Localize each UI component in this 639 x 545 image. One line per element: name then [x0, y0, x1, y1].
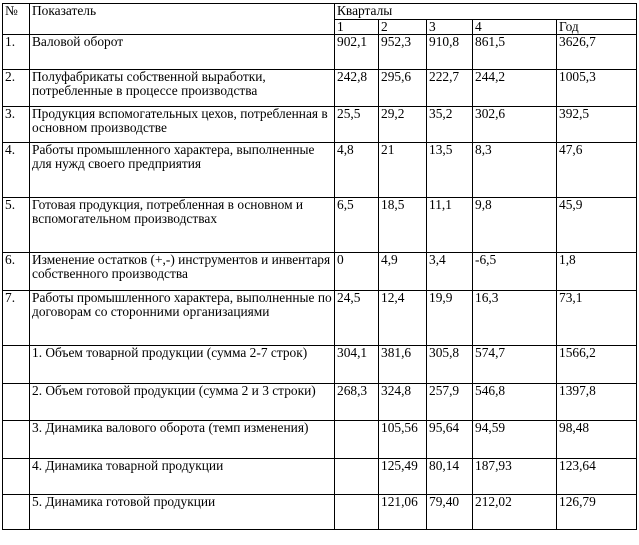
row-q3: 95,64	[427, 421, 473, 459]
header-quarters-cell	[335, 4, 637, 20]
header-quarters: Кварталы	[337, 3, 393, 18]
row-q1	[335, 421, 379, 459]
row-q2: 381,6	[379, 346, 427, 384]
report-table-container	[2, 3, 637, 530]
table-row	[3, 291, 637, 346]
row-name: Валовой оборот	[30, 35, 335, 70]
row-q3: 11,1	[427, 198, 473, 253]
table-row	[3, 35, 637, 70]
row-q1: 242,8	[335, 70, 379, 107]
row-year: 126,79	[557, 495, 637, 530]
row-name: 2. Объем готовой продукции (сумма 2 и 3 строки)	[30, 384, 335, 421]
row-q3: 79,40	[427, 495, 473, 530]
row-q1: 268,3	[335, 384, 379, 421]
row-q1: 304,1	[335, 346, 379, 384]
row-name: Изменение остатков (+,-) инструментов и инвентаря собственного производства	[30, 253, 335, 291]
row-q1	[335, 459, 379, 495]
row-q3: 3,4	[427, 253, 473, 291]
row-q4: 9,8	[473, 198, 557, 253]
row-q2: 4,9	[379, 253, 427, 291]
header-quarter-3: 3	[427, 20, 473, 35]
row-year: 1,8	[557, 253, 637, 291]
row-q3: 910,8	[427, 35, 473, 70]
row-q4: 212,02	[473, 495, 557, 530]
row-q2: 324,8	[379, 384, 427, 421]
report-table	[2, 3, 637, 530]
row-num: 7.	[3, 291, 30, 346]
row-q4: 302,6	[473, 107, 557, 143]
header-num: №	[5, 3, 18, 18]
row-year: 1397,8	[557, 384, 637, 421]
row-num	[3, 384, 30, 421]
table-row	[3, 346, 637, 384]
row-num: 3.	[3, 107, 30, 143]
row-name: Полуфабрикаты собственной выработки, потребленные в процессе производства	[30, 70, 335, 107]
row-q2: 12,4	[379, 291, 427, 346]
header-quarter-4: 4	[473, 20, 557, 35]
row-year: 392,5	[557, 107, 637, 143]
row-q2: 121,06	[379, 495, 427, 530]
row-q1: 6,5	[335, 198, 379, 253]
header-year: Год	[557, 20, 637, 35]
row-q1: 25,5	[335, 107, 379, 143]
row-q3: 80,14	[427, 459, 473, 495]
row-num	[3, 495, 30, 530]
table-row	[3, 421, 637, 459]
table-row	[3, 143, 637, 198]
table-row	[3, 198, 637, 253]
row-q3: 257,9	[427, 384, 473, 421]
row-q3: 305,8	[427, 346, 473, 384]
row-year: 3626,7	[557, 35, 637, 70]
row-name: Продукция вспомогательных цехов, потребленная в основном производстве	[30, 107, 335, 143]
row-q2: 21	[379, 143, 427, 198]
row-name: Работы промышленного характера, выполненные по договорам со сторонними организациями	[30, 291, 335, 346]
header-row-top	[3, 4, 637, 20]
table-row	[3, 495, 637, 530]
header-quarter-2: 2	[379, 20, 427, 35]
row-q1: 902,1	[335, 35, 379, 70]
row-q3: 13,5	[427, 143, 473, 198]
row-name: 1. Объем товарной продукции (сумма 2-7 строк)	[30, 346, 335, 384]
table-row	[3, 253, 637, 291]
row-name: Работы промышленного характера, выполненные для нужд своего предприятия	[30, 143, 335, 198]
row-num: 4.	[3, 143, 30, 198]
row-num	[3, 346, 30, 384]
row-name: 5. Динамика готовой продукции	[30, 495, 335, 530]
table-row	[3, 384, 637, 421]
row-q3: 19,9	[427, 291, 473, 346]
row-q3: 35,2	[427, 107, 473, 143]
header-indicator-cell	[30, 4, 335, 35]
row-name: 3. Динамика валового оборота (темп изменения)	[30, 421, 335, 459]
row-q2: 105,56	[379, 421, 427, 459]
row-num	[3, 421, 30, 459]
table-row	[3, 70, 637, 107]
table-row	[3, 459, 637, 495]
row-q1	[335, 495, 379, 530]
row-year: 1005,3	[557, 70, 637, 107]
row-q4: 574,7	[473, 346, 557, 384]
row-year: 98,48	[557, 421, 637, 459]
row-num: 1.	[3, 35, 30, 70]
row-q4: 94,59	[473, 421, 557, 459]
row-q1: 4,8	[335, 143, 379, 198]
table-row	[3, 107, 637, 143]
row-num: 6.	[3, 253, 30, 291]
row-q4: 8,3	[473, 143, 557, 198]
row-name: Готовая продукция, потребленная в основном и вспомогательном производствах	[30, 198, 335, 253]
row-q4: 244,2	[473, 70, 557, 107]
header-quarter-1: 1	[335, 20, 379, 35]
header-num-cell	[3, 4, 30, 35]
row-q2: 29,2	[379, 107, 427, 143]
row-name: 4. Динамика товарной продукции	[30, 459, 335, 495]
row-num: 2.	[3, 70, 30, 107]
row-year: 1566,2	[557, 346, 637, 384]
row-q1: 24,5	[335, 291, 379, 346]
row-q4: 546,8	[473, 384, 557, 421]
row-num: 5.	[3, 198, 30, 253]
row-q2: 125,49	[379, 459, 427, 495]
row-q2: 295,6	[379, 70, 427, 107]
row-q4: 187,93	[473, 459, 557, 495]
row-q4: 16,3	[473, 291, 557, 346]
row-q4: 861,5	[473, 35, 557, 70]
row-q3: 222,7	[427, 70, 473, 107]
row-q4: -6,5	[473, 253, 557, 291]
row-q2: 952,3	[379, 35, 427, 70]
row-year: 47,6	[557, 143, 637, 198]
row-q1: 0	[335, 253, 379, 291]
row-year: 123,64	[557, 459, 637, 495]
row-num	[3, 459, 30, 495]
row-year: 73,1	[557, 291, 637, 346]
row-q2: 18,5	[379, 198, 427, 253]
header-indicator: Показатель	[32, 3, 97, 18]
row-year: 45,9	[557, 198, 637, 253]
